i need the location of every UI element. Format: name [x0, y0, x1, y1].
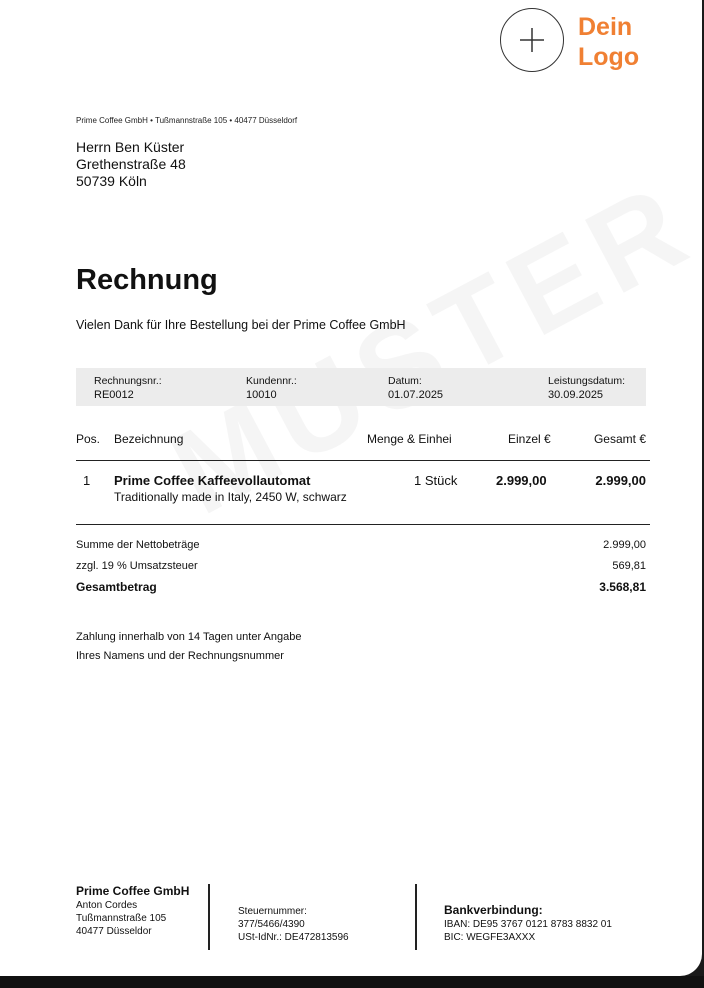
- meta-customer-number: [246, 374, 297, 402]
- footer-company-name: Prime Coffee GmbH: [76, 884, 190, 898]
- col-header-total: Gesamt €: [593, 432, 646, 446]
- row-quantity: 1 Stück: [414, 473, 458, 488]
- table-header: [76, 432, 650, 461]
- footer-divider: [208, 884, 210, 950]
- footer-vat-id: USt-IdNr.: DE472813596: [238, 932, 349, 943]
- row-unit-price: 2.999,00: [496, 473, 547, 488]
- meta-date: [388, 374, 443, 402]
- summary-vat-label: zzgl. 19 % Umsatzsteuer: [76, 560, 198, 572]
- meta-invoice-number: [94, 374, 162, 402]
- footer-tax: [238, 905, 349, 944]
- footer-contact: Anton Cordes: [76, 900, 138, 911]
- logo-text-line2: Logo: [578, 43, 640, 71]
- sender-return-address: Prime Coffee GmbH • Tußmannstraße 105 • 40477 Düsseldorf: [76, 116, 298, 125]
- col-header-description: Bezeichnung: [114, 432, 184, 446]
- plus-icon: [518, 26, 546, 54]
- intro-text: Vielen Dank für Ihre Bestellung bei der Prime Coffee GmbH: [76, 318, 406, 332]
- bottom-bar: [0, 976, 704, 988]
- meta-value: 01.07.2025: [388, 389, 444, 401]
- logo-text-line1: Dein: [578, 13, 633, 41]
- footer-divider: [415, 884, 417, 950]
- payment-terms: [76, 628, 301, 666]
- footer-street: Tußmannstraße 105: [76, 913, 167, 924]
- meta-value: 30.09.2025: [548, 389, 604, 401]
- meta-label: Datum:: [388, 375, 422, 387]
- col-header-quantity: Menge & Einhei: [367, 432, 452, 446]
- footer-city: 40477 Düsseldor: [76, 926, 152, 937]
- recipient-address: [76, 139, 186, 190]
- recipient-street: Grethenstraße 48: [76, 156, 186, 172]
- row-item-name: Prime Coffee Kaffeevollautomat: [114, 473, 311, 488]
- payment-terms-line1: Zahlung innerhalb von 14 Tagen unter Angabe: [76, 631, 302, 643]
- footer-tax-label: Steuernummer:: [238, 906, 307, 917]
- footer-iban: IBAN: DE95 3767 0121 8783 8832 01: [444, 919, 612, 930]
- footer-bank-label: Bankverbindung:: [444, 903, 543, 917]
- meta-service-date: [548, 374, 625, 402]
- summary-net-label: Summe der Nettobeträge: [76, 539, 200, 551]
- recipient-city: 50739 Köln: [76, 173, 147, 189]
- page-title: Rechnung: [76, 264, 218, 296]
- meta-value: RE0012: [94, 389, 134, 401]
- footer-bic: BIC: WEGFE3AXXX: [444, 932, 536, 943]
- summary-total-label: Gesamtbetrag: [76, 580, 157, 594]
- meta-label: Leistungsdatum:: [548, 375, 626, 387]
- summary-vat-value: 569,81: [612, 560, 646, 572]
- col-header-unit-price: Einzel €: [508, 432, 551, 446]
- recipient-name: Herrn Ben Küster: [76, 139, 185, 155]
- row-pos: 1: [83, 473, 91, 488]
- meta-label: Rechnungsnr.:: [94, 375, 162, 387]
- col-header-pos: Pos.: [76, 432, 101, 446]
- meta-label: Kundennr.:: [246, 375, 297, 387]
- summary-net-value: 2.999,00: [603, 539, 646, 551]
- logo-placeholder-circle: [500, 8, 564, 72]
- footer-company: [76, 884, 189, 938]
- table-row: [76, 472, 650, 525]
- footer-tax-number: 377/5466/4390: [238, 919, 305, 930]
- logo-text: [578, 12, 639, 72]
- logo: [500, 8, 660, 78]
- invoice-meta-box: [76, 368, 646, 406]
- meta-value: 10010: [246, 389, 277, 401]
- row-total: 2.999,00: [595, 473, 646, 488]
- summary-total-value: 3.568,81: [599, 580, 646, 594]
- row-item-description: Traditionally made in Italy, 2450 W, schwarz: [114, 490, 347, 504]
- footer-bank: [444, 903, 612, 944]
- payment-terms-line2: Ihres Namens und der Rechnungsnummer: [76, 650, 284, 662]
